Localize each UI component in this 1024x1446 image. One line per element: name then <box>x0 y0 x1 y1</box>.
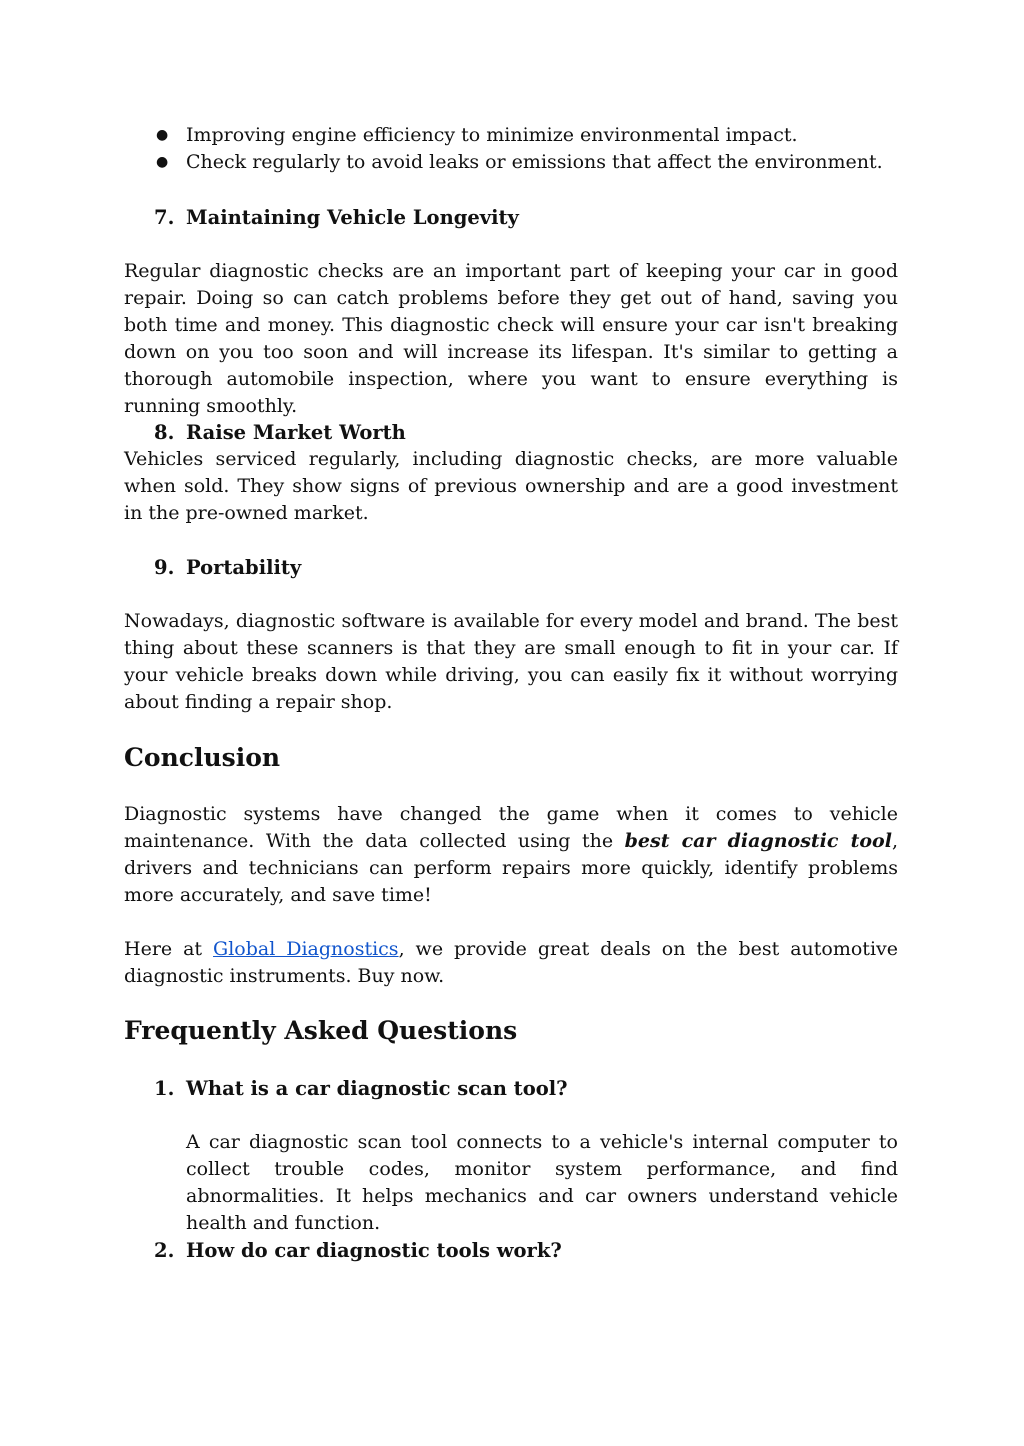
faq-heading: Frequently Asked Questions <box>124 1016 518 1045</box>
question-text: How do car diagnostic tools work? <box>186 1239 562 1262</box>
emphasis-text: best car diagnostic tool <box>624 830 892 852</box>
paragraph <box>124 801 898 909</box>
paragraph: A car diagnostic scan tool connects to a vehicle's internal computer to collect trouble codes, monitor system performance, and find abnormalities. It helps mechanics and car owners understand vehicle health and function. <box>186 1131 898 1234</box>
conclusion-body <box>124 801 898 909</box>
question-number: 2. <box>154 1239 175 1262</box>
faq-answer-1 <box>186 1129 898 1237</box>
section-body-9 <box>124 608 898 716</box>
section-body-8 <box>124 446 898 527</box>
bullet-text: Check regularly to avoid leaks or emissions that affect the environment. <box>186 151 883 173</box>
text-run: , we provide great deals on the best automotive diagnostic instruments. Buy now. <box>124 938 898 987</box>
section-number: 7. <box>154 206 175 229</box>
paragraph <box>124 936 898 990</box>
list-item <box>124 149 898 176</box>
bullet-list <box>124 122 898 176</box>
bullet-text: Improving engine efficiency to minimize environmental impact. <box>186 124 798 146</box>
question-number: 1. <box>154 1077 175 1100</box>
paragraph: Regular diagnostic checks are an important part of keeping your car in good repair. Doing so can catch problems before they get out of hand, saving you both time and money. This diagnostic check will ensure your car isn't breaking down on you too soon and will increase its lifespan. It's similar to getting a thorough automobile inspection, where you want to ensure everything is running smoothly. <box>124 260 898 417</box>
section-title: Raise Market Worth <box>186 421 406 444</box>
text-run: , drivers and technicians can perform repairs more quickly, identify problems more accurately, and save time! <box>124 830 898 906</box>
paragraph: Vehicles serviced regularly, including diagnostic checks, are more valuable when sold. They show signs of previous ownership and are a good investment in the pre-owned market. <box>124 448 898 524</box>
list-item <box>124 122 898 149</box>
text-run: Diagnostic systems have changed the game when it comes to vehicle maintenance. With the data collected using the <box>124 803 898 852</box>
paragraph: Nowadays, diagnostic software is available for every model and brand. The best thing about these scanners is that they are small enough to fit in your car. If your vehicle breaks down while driving, you can easily fix it without worrying about finding a repair shop. <box>124 610 898 713</box>
conclusion-cta <box>124 936 898 990</box>
section-title: Portability <box>186 556 302 579</box>
bullet-icon: ● <box>156 127 169 143</box>
bullet-icon: ● <box>156 154 169 170</box>
text-run: Here at <box>124 938 214 960</box>
question-text: What is a car diagnostic scan tool? <box>186 1077 568 1100</box>
global-diagnostics-link[interactable]: Global Diagnostics <box>213 938 399 960</box>
section-title: Maintaining Vehicle Longevity <box>186 206 519 229</box>
section-number: 8. <box>154 421 175 444</box>
conclusion-heading: Conclusion <box>124 743 281 772</box>
section-body-7 <box>124 258 898 420</box>
section-number: 9. <box>154 556 175 579</box>
